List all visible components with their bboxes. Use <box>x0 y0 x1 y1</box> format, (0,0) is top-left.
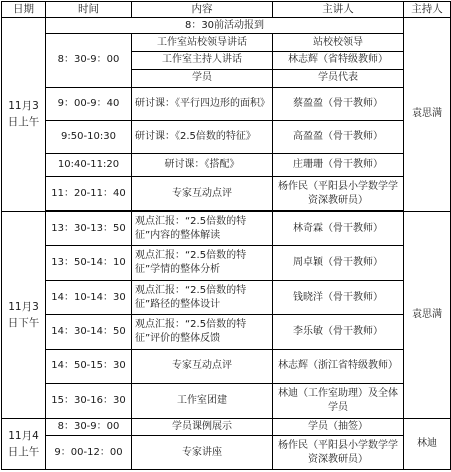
speaker-cell: 站校校领导 <box>273 34 404 52</box>
time-cell: 9：00-9：40 <box>46 87 132 120</box>
speaker-cell: 周卓颖（骨干教师） <box>273 246 404 280</box>
content-cell: 专家讲座 <box>132 436 273 470</box>
table-row <box>2 34 451 52</box>
content-cell: 研讨课：《2.5倍数的特征》 <box>132 121 273 154</box>
content-cell: 观点汇报：“2.5倍数的特征”路径的整体设计 <box>132 280 273 314</box>
speaker-cell: 李乐敏（骨干教师） <box>273 315 404 349</box>
time-cell: 13：50-14：10 <box>46 246 132 280</box>
table-row <box>2 17 451 34</box>
time-cell: 10:40-11:20 <box>46 154 132 177</box>
time-cell: 14：50-15：30 <box>46 349 132 383</box>
time-cell: 11：20-11：40 <box>46 177 132 210</box>
time-cell: 9：00-12：00 <box>46 436 132 470</box>
header-speaker: 主讲人 <box>273 2 404 18</box>
table-row <box>2 436 451 470</box>
table-row <box>2 418 451 436</box>
content-cell: 观点汇报：“2.5倍数的特征”内容的整体解读 <box>132 211 273 245</box>
time-cell: 15：30-16：30 <box>46 384 132 418</box>
date-cell-day1-morning: 11月3日上午 <box>2 17 46 211</box>
time-cell: 9:50-10:30 <box>46 121 132 154</box>
table-row <box>2 121 451 154</box>
table-row <box>2 211 451 245</box>
header-date: 日期 <box>2 2 46 18</box>
host-cell-day1-afternoon: 袁思满 <box>404 211 451 418</box>
speaker-cell: 杨作民（平阳县小学数学学资深教研员） <box>273 436 404 470</box>
host-cell-day2-morning: 林迪 <box>404 418 451 469</box>
header-host: 主持人 <box>404 2 451 18</box>
table-row <box>2 246 451 280</box>
table-row <box>2 315 451 349</box>
content-cell: 工作室主持人讲话 <box>132 52 273 70</box>
content-cell: 观点汇报：“2.5倍数的特征”学情的整体分析 <box>132 246 273 280</box>
checkin-banner: 8：30前活动报到 <box>46 17 404 34</box>
content-cell: 研讨课：《搭配》 <box>132 154 273 177</box>
speaker-cell: 高盈盈（骨干教师） <box>273 121 404 154</box>
time-cell: 8：30-9：00 <box>46 34 132 87</box>
table-row <box>2 384 451 418</box>
table-row <box>2 154 451 177</box>
content-cell: 专家互动点评 <box>132 349 273 383</box>
speaker-cell: 蔡盈盈（骨干教师） <box>273 87 404 120</box>
date-cell-day1-afternoon: 11月3日下午 <box>2 211 46 418</box>
header-time: 时间 <box>46 2 132 18</box>
content-cell: 工作室站校领导讲话 <box>132 34 273 52</box>
host-cell-day1-morning: 袁思满 <box>404 17 451 211</box>
speaker-cell: 钱晓洋（骨干教师） <box>273 280 404 314</box>
time-cell: 14：10-14：30 <box>46 280 132 314</box>
time-cell: 14：30-14：50 <box>46 315 132 349</box>
time-cell: 13：30-13：50 <box>46 211 132 245</box>
speaker-cell: 庄珊珊（骨干教师） <box>273 154 404 177</box>
header-content: 内容 <box>132 2 273 18</box>
time-cell: 8：30-9：00 <box>46 418 132 436</box>
header-row <box>2 2 451 18</box>
speaker-cell: 学员（抽签） <box>273 418 404 436</box>
speaker-cell: 林志辉（浙江省特级教师） <box>273 349 404 383</box>
date-cell-day2-morning: 11月4日上午 <box>2 418 46 469</box>
speaker-cell: 林迪（工作室助理）及全体学员 <box>273 384 404 418</box>
content-cell: 工作室团建 <box>132 384 273 418</box>
content-cell: 专家互动点评 <box>132 177 273 210</box>
speaker-cell: 林奇霖（骨干教师） <box>273 211 404 245</box>
table-row <box>2 177 451 210</box>
speaker-cell: 林志辉（省特级教师） <box>273 52 404 70</box>
content-cell: 学员 <box>132 69 273 87</box>
table-row <box>2 280 451 314</box>
schedule-table <box>1 1 451 470</box>
content-cell: 观点汇报：“2.5倍数的特征”评价的整体反馈 <box>132 315 273 349</box>
table-row <box>2 349 451 383</box>
table-row <box>2 87 451 120</box>
speaker-cell: 杨作民（平阳县小学数学学资深教研员） <box>273 177 404 210</box>
speaker-cell: 学员代表 <box>273 69 404 87</box>
content-cell: 研讨课：《平行四边形的面积》 <box>132 87 273 120</box>
content-cell: 学员课例展示 <box>132 418 273 436</box>
